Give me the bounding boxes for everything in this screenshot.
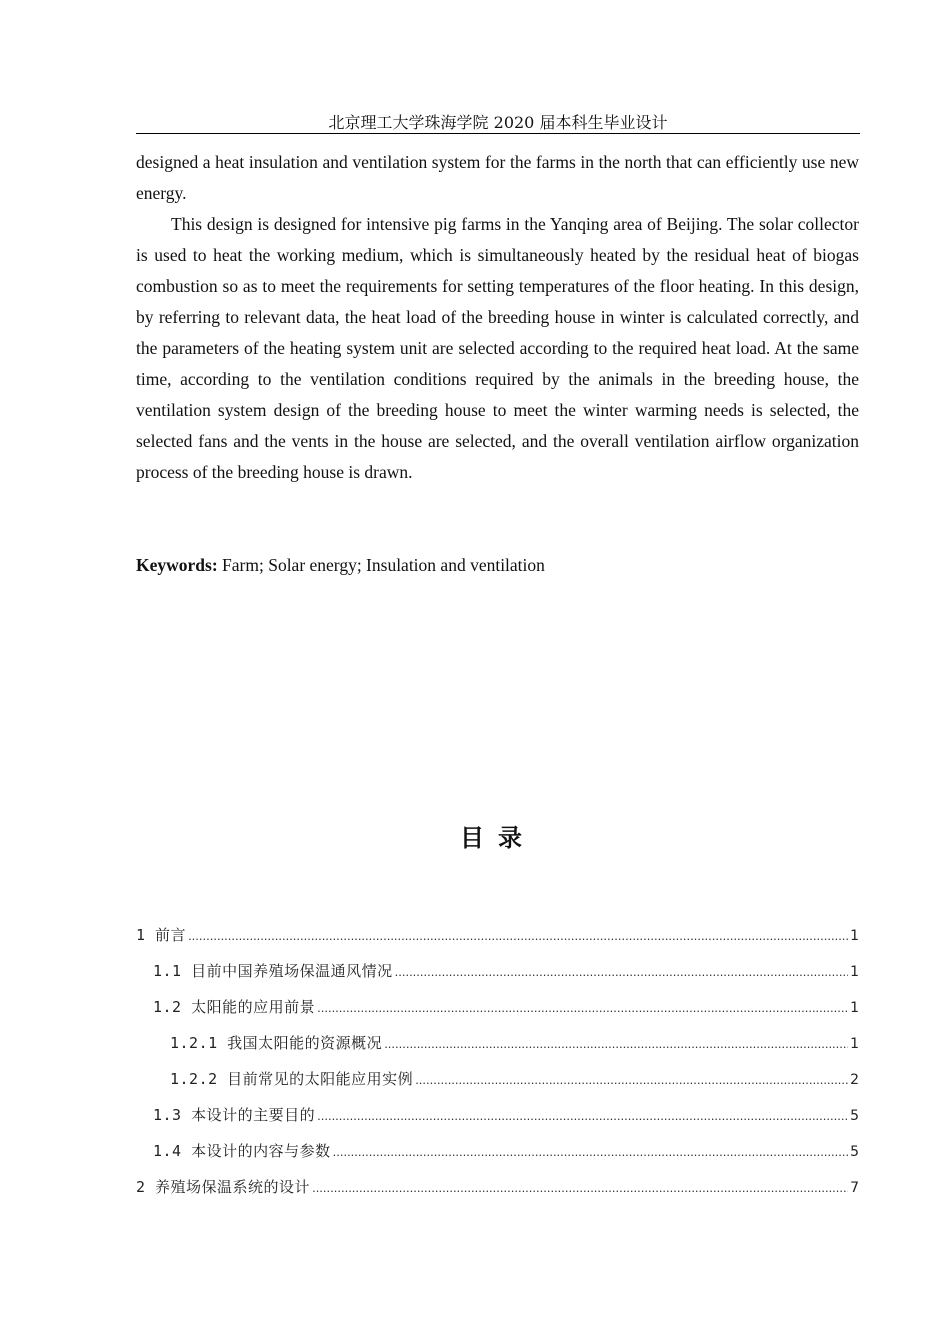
abstract-paragraph-2: This design is designed for intensive pig farms in the Yanqing area of Beijing. The solar collector is used to heat the working medium, which is simultaneously heated by the residual heat of biogas combustion so as to meet the requirements for setting temperatures of the floor heating. In this design, by referring to relevant data, the heat load of the breeding house in winter is calculated correctly, and the parameters of the heating system unit are selected according to the required heat load. At the same time, according to the ventilation conditions required by the animals in the breeding house, the ventilation system design of the breeding house to meet the winter warming needs is selected, the selected fans and the vents in the house are selected, and the overall ventilation airflow organization process of the breeding house is drawn. xyxy=(136,214,859,482)
toc-entry-label: 2 养殖场保温系统的设计 xyxy=(136,1178,311,1196)
toc-entry[interactable] xyxy=(170,1032,859,1054)
toc-entry[interactable] xyxy=(136,924,859,946)
keywords-text: Farm; Solar energy; Insulation and ventilation xyxy=(217,555,545,575)
toc-entry[interactable] xyxy=(136,1176,859,1198)
toc-page-number: 1 xyxy=(850,928,859,944)
abstract-paragraph-1: designed a heat insulation and ventilation system for the farms in the north that can efficiently use new energy. xyxy=(136,152,859,203)
toc-leader-dots xyxy=(188,925,848,947)
toc-page-number: 2 xyxy=(850,1072,859,1088)
toc-entry-label: 1.2 太阳能的应用前景 xyxy=(153,998,316,1016)
header-rule xyxy=(136,133,860,134)
toc-entry-label: 1 前言 xyxy=(136,926,187,944)
toc-leader-dots xyxy=(317,997,848,1019)
toc-page-number: 1 xyxy=(850,1036,859,1052)
toc-leader-dots xyxy=(317,1105,848,1127)
keywords-line xyxy=(136,550,859,581)
toc-entry[interactable] xyxy=(153,1140,859,1162)
toc-leader-dots xyxy=(312,1177,848,1199)
keywords-label: Keywords: xyxy=(136,555,218,575)
toc-entry[interactable] xyxy=(170,1068,859,1090)
toc-entry-label: 1.3 本设计的主要目的 xyxy=(153,1106,316,1124)
toc-entry[interactable] xyxy=(153,1104,859,1126)
toc-title: 目录 xyxy=(460,824,536,852)
toc-leader-dots xyxy=(395,961,848,983)
toc-page-number: 7 xyxy=(850,1180,859,1196)
toc-entry-label: 1.1 目前中国养殖场保温通风情况 xyxy=(153,962,393,980)
page-header: 北京理工大学珠海学院 2020 届本科生毕业设计 xyxy=(328,113,668,132)
toc-entry-label: 1.4 本设计的内容与参数 xyxy=(153,1142,331,1160)
toc-entry-label: 1.2.1 我国太阳能的资源概况 xyxy=(170,1034,383,1052)
toc-page-number: 5 xyxy=(850,1108,859,1124)
toc-entry[interactable] xyxy=(153,960,859,982)
toc-page-number: 1 xyxy=(850,964,859,980)
toc-leader-dots xyxy=(333,1141,848,1163)
toc-page-number: 1 xyxy=(850,1000,859,1016)
toc-leader-dots xyxy=(415,1069,848,1091)
toc-entry[interactable] xyxy=(153,996,859,1018)
toc-page-number: 5 xyxy=(850,1144,859,1160)
toc-entry-label: 1.2.2 目前常见的太阳能应用实例 xyxy=(170,1070,414,1088)
toc-leader-dots xyxy=(384,1033,848,1055)
